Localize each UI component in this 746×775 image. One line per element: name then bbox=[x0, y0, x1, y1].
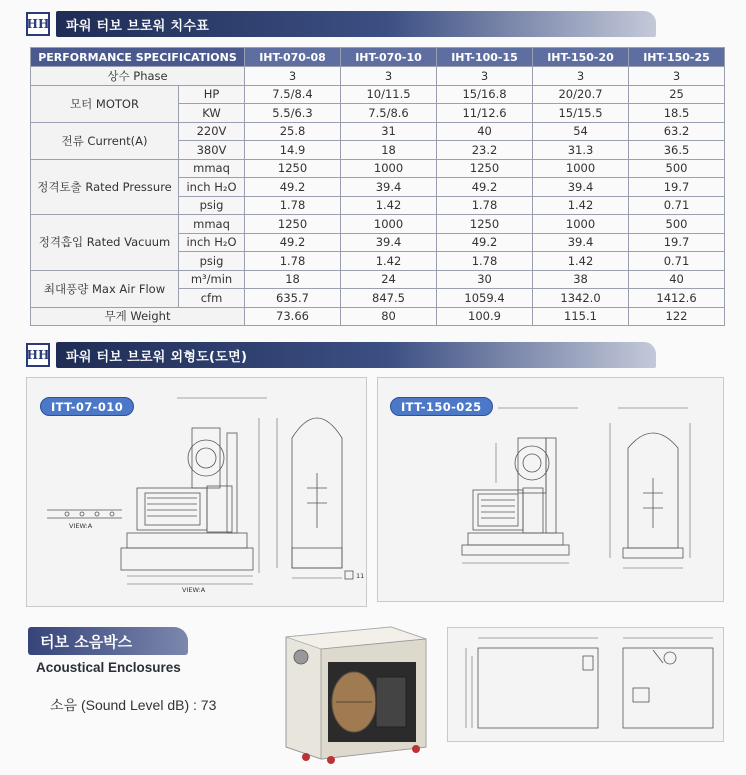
table-cell: 3 bbox=[437, 67, 533, 86]
table-row bbox=[31, 307, 725, 326]
table-cell: 39.4 bbox=[533, 233, 629, 252]
model-label-left: ITT-07-010 bbox=[40, 397, 134, 416]
table-cell: 38 bbox=[533, 270, 629, 289]
table-cell: 7.5/8.6 bbox=[341, 104, 437, 123]
table-cell: 1.78 bbox=[245, 196, 341, 215]
table-cell: 23.2 bbox=[437, 141, 533, 160]
table-row bbox=[31, 122, 725, 141]
enclosure-technical-drawing bbox=[448, 628, 725, 743]
table-cell: 19.7 bbox=[629, 233, 725, 252]
table-row bbox=[31, 159, 725, 178]
row-label: 정격토출 Rated Pressure bbox=[31, 159, 179, 215]
table-cell: 1250 bbox=[245, 215, 341, 234]
table-cell: 18.5 bbox=[629, 104, 725, 123]
section-title-bar bbox=[56, 11, 656, 37]
row-label: 무게 Weight bbox=[31, 307, 245, 326]
table-cell: 847.5 bbox=[341, 289, 437, 308]
table-cell: 18 bbox=[245, 270, 341, 289]
row-label: 모터 MOTOR bbox=[31, 85, 179, 122]
table-cell: 3 bbox=[245, 67, 341, 86]
table-cell: 1.42 bbox=[341, 252, 437, 271]
table-cell: 19.7 bbox=[629, 178, 725, 197]
table-cell: 635.7 bbox=[245, 289, 341, 308]
table-cell: 1.42 bbox=[341, 196, 437, 215]
table-cell: 3 bbox=[629, 67, 725, 86]
table-cell: 1.42 bbox=[533, 196, 629, 215]
row-unit: 220V bbox=[179, 122, 245, 141]
table-cell: 1.78 bbox=[437, 196, 533, 215]
table-cell: 1000 bbox=[533, 215, 629, 234]
table-cell: 63.2 bbox=[629, 122, 725, 141]
table-cell: 1000 bbox=[341, 159, 437, 178]
table-cell: 100.9 bbox=[437, 307, 533, 326]
row-unit: psig bbox=[179, 252, 245, 271]
table-cell: 25.8 bbox=[245, 122, 341, 141]
table-cell: 30 bbox=[437, 270, 533, 289]
table-header-row bbox=[31, 48, 725, 67]
table-cell: 14.9 bbox=[245, 141, 341, 160]
sound-level-text: 소음 (Sound Level dB) : 73 bbox=[50, 697, 217, 713]
table-cell: 49.2 bbox=[437, 233, 533, 252]
table-cell: 54 bbox=[533, 122, 629, 141]
table-cell: 1342.0 bbox=[533, 289, 629, 308]
table-cell: 122 bbox=[629, 307, 725, 326]
table-cell: 73.66 bbox=[245, 307, 341, 326]
table-cell: 39.4 bbox=[341, 233, 437, 252]
table-cell: 1.42 bbox=[533, 252, 629, 271]
view-label-bottom: VIEW:A bbox=[182, 586, 206, 594]
table-cell: 24 bbox=[341, 270, 437, 289]
table-cell: 80 bbox=[341, 307, 437, 326]
table-cell: 40 bbox=[437, 122, 533, 141]
row-label: 상수 Phase bbox=[31, 67, 245, 86]
model-column-header: IHT-070-08 bbox=[245, 48, 341, 67]
row-unit: inch H₂O bbox=[179, 233, 245, 252]
table-corner-header: PERFORMANCE SPECIFICATIONS bbox=[31, 48, 245, 67]
callout-number: 11 bbox=[356, 572, 365, 580]
table-cell: 1412.6 bbox=[629, 289, 725, 308]
table-cell: 1250 bbox=[437, 159, 533, 178]
company-logo-icon: HH bbox=[26, 343, 50, 367]
row-label: 정격흡입 Rated Vacuum bbox=[31, 215, 179, 271]
table-cell: 18 bbox=[341, 141, 437, 160]
row-unit: mmaq bbox=[179, 159, 245, 178]
table-cell: 115.1 bbox=[533, 307, 629, 326]
table-cell: 3 bbox=[341, 67, 437, 86]
table-cell: 1.78 bbox=[245, 252, 341, 271]
view-label-left: VIEW:A bbox=[69, 522, 93, 530]
table-cell: 15/15.5 bbox=[533, 104, 629, 123]
row-unit: 380V bbox=[179, 141, 245, 160]
table-cell: 40 bbox=[629, 270, 725, 289]
table-cell: 500 bbox=[629, 159, 725, 178]
table-row bbox=[31, 85, 725, 104]
table-cell: 1000 bbox=[533, 159, 629, 178]
table-cell: 31.3 bbox=[533, 141, 629, 160]
table-cell: 7.5/8.4 bbox=[245, 85, 341, 104]
table-row bbox=[31, 67, 725, 86]
enclosure-title: 터보 소음박스 bbox=[28, 627, 188, 655]
table-cell: 39.4 bbox=[341, 178, 437, 197]
row-unit: m³/min bbox=[179, 270, 245, 289]
row-unit: KW bbox=[179, 104, 245, 123]
section-title: 파워 터보 브로워 외형도(도면) bbox=[66, 349, 248, 365]
spec-section-header bbox=[26, 10, 726, 38]
model-label-right: ITT-150-025 bbox=[390, 397, 493, 416]
model-column-header: IHT-070-10 bbox=[341, 48, 437, 67]
row-unit: mmaq bbox=[179, 215, 245, 234]
table-cell: 1059.4 bbox=[437, 289, 533, 308]
model-column-header: IHT-150-20 bbox=[533, 48, 629, 67]
table-cell: 49.2 bbox=[437, 178, 533, 197]
table-cell: 39.4 bbox=[533, 178, 629, 197]
table-cell: 1.78 bbox=[437, 252, 533, 271]
table-cell: 3 bbox=[533, 67, 629, 86]
table-cell: 10/11.5 bbox=[341, 85, 437, 104]
model-column-header: IHT-150-25 bbox=[629, 48, 725, 67]
table-cell: 5.5/6.3 bbox=[245, 104, 341, 123]
table-cell: 11/12.6 bbox=[437, 104, 533, 123]
row-unit: inch H₂O bbox=[179, 178, 245, 197]
table-cell: 500 bbox=[629, 215, 725, 234]
company-logo-icon: HH bbox=[26, 12, 50, 36]
row-unit: psig bbox=[179, 196, 245, 215]
table-cell: 0.71 bbox=[629, 196, 725, 215]
section-title-bar bbox=[56, 342, 656, 368]
table-cell: 1250 bbox=[245, 159, 341, 178]
row-label: 최대풍량 Max Air Flow bbox=[31, 270, 179, 307]
enclosure-illustration bbox=[276, 617, 431, 767]
table-cell: 15/16.8 bbox=[437, 85, 533, 104]
table-cell: 20/20.7 bbox=[533, 85, 629, 104]
table-cell: 25 bbox=[629, 85, 725, 104]
performance-spec-table bbox=[30, 47, 725, 326]
table-cell: 0.71 bbox=[629, 252, 725, 271]
table-cell: 31 bbox=[341, 122, 437, 141]
table-cell: 49.2 bbox=[245, 178, 341, 197]
table-cell: 36.5 bbox=[629, 141, 725, 160]
table-cell: 49.2 bbox=[245, 233, 341, 252]
section-title: 파워 터보 브로워 치수표 bbox=[66, 18, 210, 34]
table-cell: 1250 bbox=[437, 215, 533, 234]
enclosure-photo bbox=[276, 617, 431, 767]
drawing-section-header bbox=[26, 341, 726, 369]
enclosure-drawing bbox=[447, 627, 724, 742]
enclosure-subtitle: Acoustical Enclosures bbox=[36, 660, 181, 675]
model-column-header: IHT-100-15 bbox=[437, 48, 533, 67]
table-row bbox=[31, 215, 725, 234]
table-cell: 1000 bbox=[341, 215, 437, 234]
row-unit: cfm bbox=[179, 289, 245, 308]
row-unit: HP bbox=[179, 85, 245, 104]
row-label: 전류 Current(A) bbox=[31, 122, 179, 159]
table-row bbox=[31, 270, 725, 289]
